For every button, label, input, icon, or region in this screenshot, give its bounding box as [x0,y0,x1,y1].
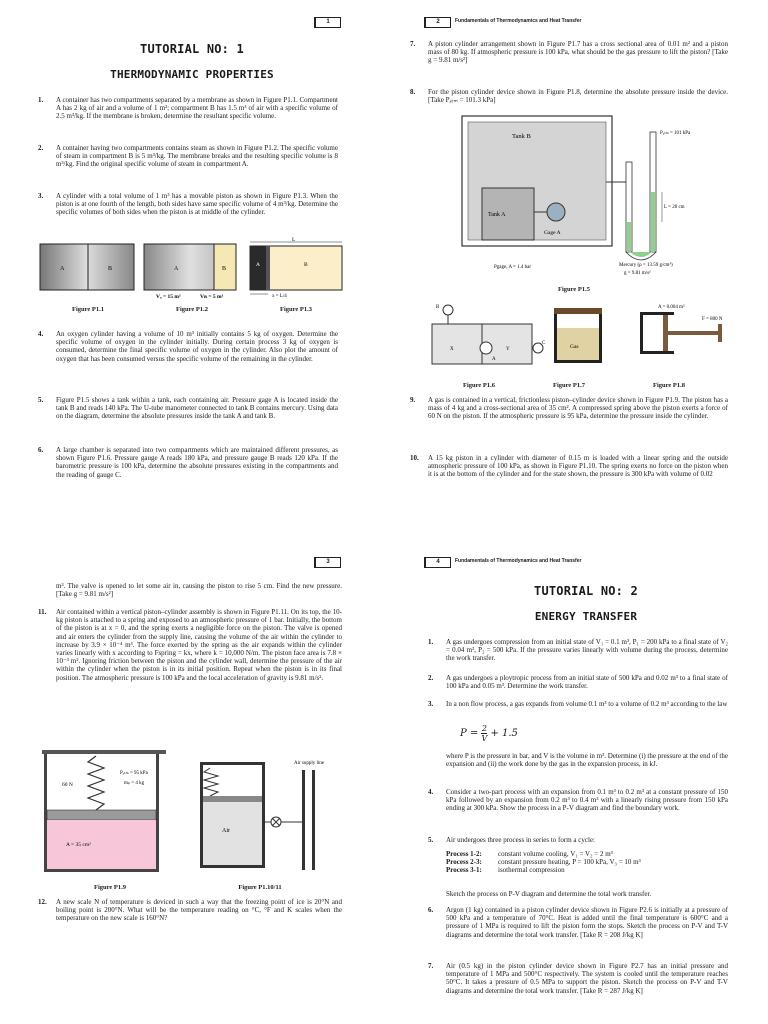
question-3-cont: where P is the pressure in bar, and V is the volume in m³. Determine (i) the pressure at the end of the expansion and (ii) the work done by the gas in the expansion process, in kJ. [446,752,728,769]
caption-p1-2: Figure P1.2 [175,306,208,313]
label-g: g = 9.81 m/s² [624,271,651,276]
page-header: 4 Fundamentals of Thermodynamics and Heat Transfer [424,557,581,568]
label-a: A [174,266,179,272]
question-6: 6. Argon (1 kg) contained in a piston cylinder device shown in Figure P2.6 is initially at a pressure of 500 kPa and a temperature of 70°C. Heat is added until the final temperature is 600°C and a pressure of 1 MPa is required to lift the piston form the stops. Sketch the process on P-V and T-V diagrams and determine the total work transfer. [Take R = 208 J/kg K] [428,906,728,939]
page-3 [0,512,384,1024]
label-gas: Gas [570,344,579,350]
figure-p1-5 [454,112,704,282]
label-va: Vₐ = 15 m³ [156,294,181,300]
figure-p1-8 [630,300,740,360]
label-mercury: Mercury (ρ = 13.59 g/cm³) [619,263,673,268]
label-air: Air [222,828,230,834]
page-1 [0,0,384,512]
label-force: F = 800 N [702,317,723,322]
question-3: 3. A cylinder with a total volume of 1 m³ has a movable piston as shown in Figure P1.3. When the piston is at one fourth of the length, both sides have same specific volume of 4 m³/kg. Determine the specific volumes of both sides when the piston is at middle of the cylinder. [38,192,338,217]
tutorial-subtitle: THERMODYNAMIC PROPERTIES [110,68,274,81]
question-2: 2. A container having two compartments contains steam as shown in Figure P1.2. The specific volume of steam in compartment B is 5 m³/kg. The membrane breaks and the resulting specific volume is 8 m³/kg. Find the original specific volume of steam in compartment A. [38,144,338,169]
label-l: L [292,237,296,243]
question-5: 5. Air undergoes three process in series to form a cycle: [428,836,595,844]
equation: P = $\frac{2}{V}$ + 1.5 [460,724,518,743]
label-supply: Air supply line [294,761,324,766]
page-number: 3 [314,557,341,568]
figure-p1-2 [142,240,242,302]
question-1: 1. A gas undergoes compression from an initial state of V₁ = 0.1 m³, P₁ = 200 kPa to a final state of V₂ = 0.04 m³, P₂ = 500 kPa. If the pressure varies linearly with volume during the process, determine the work transfer. [428,638,728,663]
process-item: Process 2-3: constant pressure heating, P = 100 kPa, V₃ = 10 m³ [446,858,641,866]
label-vb: Vʙ = 5 m³ [200,294,224,300]
label-area: A = 0.004 m² [658,305,685,310]
label-c: C [542,341,546,346]
figure-p1-9 [36,746,186,876]
label-a: A [492,357,496,362]
figure-p1-3 [246,236,348,298]
label-a: A [256,262,260,268]
page-4 [384,512,768,1024]
caption-p1-1: Figure P1.1 [71,306,104,313]
label-patm: Pₐₜₘ = 95 kPa [120,771,148,776]
question-3: 3. In a non flow process, a gas expands from volume 0.1 m³ to a volume of 0.2 m³ according to the law [428,700,728,708]
question-1: 1. A container has two compartments separated by a membrane as shown in Figure P1.1. Compartment A has 2 kg of air and a volume of 1 m³; compartment B has 1.5 m³ of air with a specific volume of 2.5 m³/kg. If the membrane is broken, determine the resultant specific volume. [38,96,338,121]
label-b: B [436,305,440,310]
caption-p1-10: Figure P1.10/11 [238,884,282,891]
page-header: 2 Fundamentals of Thermodynamics and Heat Transfer [424,17,581,28]
process-item: Process 3-1: isothermal compression [446,866,565,874]
tutorial-title: TUTORIAL NO: 2 [534,584,638,598]
label-force: 60 N [62,782,73,788]
label-patm: Pₐₜₘ = 101 kPa [660,131,691,136]
question-11: 11. Air contained within a vertical piston–cylinder assembly is shown in Figure P1.11. On its top, the 10-kg piston is attached to a spring and exposed to an atmospheric pressure of 1 bar. Initially, the bottom of the piston is at x = 0, and the spring exerts a negligible force on the piston. The valve is opened and air enters the cylinder from the supply line, causing the volume of the air within the cylinder to increase by 3.9 × 10⁻⁴ m³. The force exerted by the spring as the air expands within the cylinder varies linearly with x according to Fspring = kx, where k = 10,000 N/m. The piston face area is 7.8 × 10⁻³ m². Ignoring friction between the piston and the cylinder wall, determine the pressure of the air within the cylinder when the piston is in its initial position. Repeat when the piston is in its final position. The atmospheric pressure is 100 kPa and the local acceleration of gravity is 9.81 m/s². [38,608,342,682]
caption-p1-6: Figure P1.6 [462,382,495,389]
tutorial-subtitle: ENERGY TRANSFER [534,610,638,623]
label-tank-a: Tank A [488,212,506,218]
page-number: 1 [314,17,341,28]
label-a: A [60,266,65,272]
process-list [446,850,728,874]
label-tank-b: Tank B [512,133,531,140]
question-10: 10. A 15 kg piston in a cylinder with diameter of 0.15 m is loaded with a linear spring and the outside atmospheric pressure of 100 kPa, as shown in Figure P1.10. The spring exerts no force on the piston when it is at the bottom of the cylinder and for the state shown, the pressure is 300 kPa with volume of 0.02 [410,454,728,479]
process-item: Process 1-2: constant volume cooling, V₁ = V₂ = 2 m³ [446,850,613,858]
question-4: 4. Consider a two-part process with an expansion from 0.1 m³ to 0.2 m³ at a constant pressure of 150 kPa followed by an expansion from 0.2 m³ to 0.4 m³ with a linearly rising pressure from 150 kPa ending at 300 kPa. Show the process in a P-V diagram and find the boundary work. [428,788,728,813]
label-b: B [108,266,113,272]
figure-p1-10 [196,756,346,876]
label-mp: mₚ = 4 kg [124,781,145,786]
question-9: 9. A gas is contained in a vertical, frictionless piston–cylinder device shown in Figure P1.9. The piston has a mass of 4 kg and a cross-sectional area of 35 cm². A compressed spring above the piston exerts a force of 60 N on the piston. If the atmospheric pressure is 95 kPa, determine the pressure inside the cylinder. [410,396,728,421]
question-2: 2. A gas undergoes a ploytropic process from an initial state of 500 kPa and 0.02 m³ to a final state of 100 kPa and 0.05 m³. Determine the work transfer. [428,674,728,691]
label-x: X [450,347,454,352]
label-area: A = 35 cm² [66,842,91,848]
continuation-text: m³. The valve is opened to let some air in, causing the piston to rise 5 cm. Find the new pressure. [Take g = 9.81 m/s²] [56,582,342,599]
question-6: 6. A large chamber is separated into two compartments which are maintained different pressures, as shown Figure P1.6. Pressure gauge A reads 180 kPa, and pressure gauge B reads 120 kPa. If the barometric pressure is 100 kPa, determine the absolute pressures existing in the compartments and the reading of gauge C. [38,446,338,479]
question-5-cont: Sketch the process on P-V diagram and determine the total work transfer. [446,890,652,898]
caption-p1-9: Figure P1.9 [93,884,126,891]
question-8: 8. For the piston cylinder device shown in Figure P1.8, determine the absolute pressure inside the device. [Take Pₐₜₘ = 101.3 kPa] [410,88,728,105]
label-gage-a: Gage A [544,230,561,236]
caption-p1-5: Figure P1.5 [557,286,590,293]
question-12: 12. A new scale N of temperature is deviced in such a way that the freezing point of ice is 20°N and boiling point is 200°N. What will be the temperature reading on °C, °F and K scales when the temperature on the new scale is 160°N? [38,898,342,923]
label-l: L = 20 cm [664,205,685,210]
figure-p1-6 [428,302,548,372]
label-b: B [304,262,308,268]
question-5: 5. Figure P1.5 shows a tank within a tank, each containing air. Pressure gage A is located inside the tank B and reads 140 kPa. The U-tube manometer connected to tank B contains mercury. Using data on the diagram, determine the absolute pressures inside the tank A and tank B. [38,396,338,421]
page-2 [384,0,768,512]
label-x: x = L/4 [272,294,287,298]
figure-p1-7 [548,306,608,366]
label-b: B [222,266,227,272]
figure-p1-1 [38,240,138,300]
question-7: 7. A piston cylinder arrangement shown in Figure P1.7 has a cross sectional area of 0.01 m² and a piston mass of 80 kg. If atmospheric pressure is 100 kPa, what should be the gas pressure to lift the piston? [Take g = 9.81 m/s²] [410,40,728,65]
question-4: 4. An oxygen cylinder having a volume of 10 m³ initially contains 5 kg of oxygen. Determine the specific volume of oxygen in the cylinder initially. During certain process 3 kg of oxygen is consumed, determine the final specific volume of oxygen in the cylinder. Also plot the amount of oxygen that has been consumed versus the specific volume of the remaining in the cylinder. [38,330,338,363]
caption-p1-3: Figure P1.3 [279,306,312,313]
label-y: Y [506,347,510,352]
caption-p1-8: Figure P1.8 [652,382,685,389]
question-7: 7. Air (0.5 kg) in the piston cylinder device shown in Figure P2.7 has an initial pressure and temperature of 1 MPa and 500°C respectively. The system is cooled until the temperature reaches 50°C. It takes a pressure of 0.5 MPa to support the piston. Sketch the process on P-V and T-V diagrams and determine the total work transfer. [Take R = 287 J/kg K] [428,962,728,995]
tutorial-title: TUTORIAL NO: 1 [140,42,244,56]
label-pgage: Pgage, A = 1.4 bar [494,265,531,270]
caption-p1-7: Figure P1.7 [552,382,585,389]
